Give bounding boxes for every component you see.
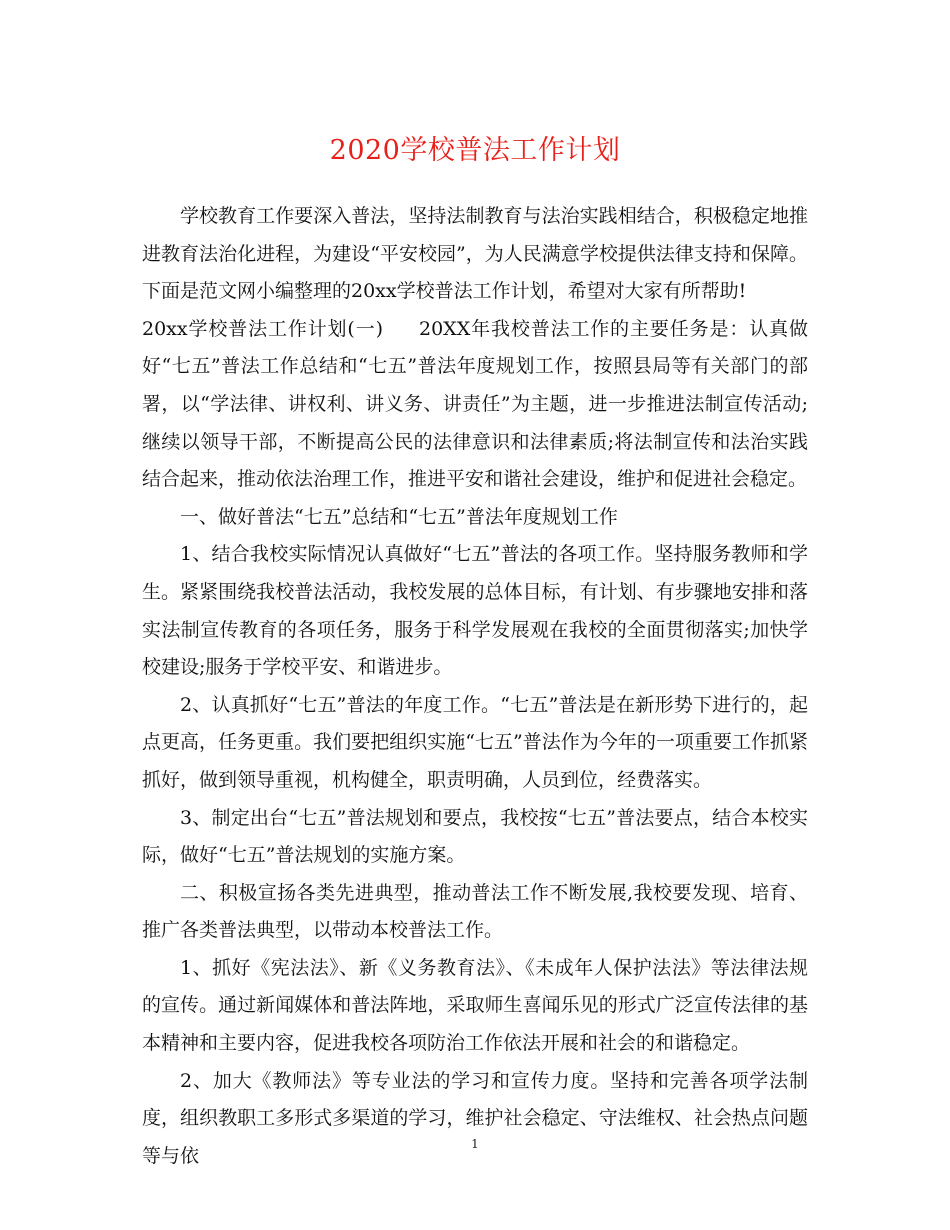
section1-item3: 3、制定出台“七五”普法规划和要点，我校按“七五”普法要点，结合本校实际，做好“七五”普法规划的实施方案。 (142, 806, 808, 867)
document-title: 2020学校普法工作计划 (329, 135, 621, 166)
plan-intro-text: 20XX年我校普法工作的主要任务是：认真做好“七五”普法工作总结和“七五”普法年度规划工作，按照县局等有关部门的部署，以“学法律、讲权利、讲义务、讲责任”为主题，进一步推进法制宣传活动;继续以领导干部，不断提高公民的法律意识和法律素质;将法制宣传和法治实践结合起来，推动依法治理工作，推进平安和谐社会建设，维护和促进社会稳定。 (142, 317, 809, 491)
section1-heading: 一、做好普法“七五”总结和“七五”普法年度规划工作 (180, 505, 618, 528)
document-body (142, 198, 808, 1175)
section1-item1: 1、结合我校实际情况认真做好“七五”普法的各项工作。坚持服务教师和学生。紧紧围绕我校普法活动，我校发展的总体目标，有计划、有步骤地安排和落实法制宣传教育的各项任务，服务于科学发展观在我校的全面贯彻落实;加快学校建设;服务于学校平安、和谐进步。 (142, 543, 808, 679)
section2-item2: 2、加大《教师法》等专业法的学习和宣传力度。坚持和完善各项学法制度，组织教职工多形式多渠道的学习，维护社会稳定、守法维权、社会热点问题等与依 (142, 1069, 808, 1167)
section1-item2: 2、认真抓好“七五”普法的年度工作。“七五”普法是在新形势下进行的，起点更高，任务更重。我们要把组织实施“七五”普法作为今年的一项重要工作抓紧抓好，做到领导重视，机构健全，职责明确，人员到位，经费落实。 (142, 693, 808, 791)
intro-paragraph: 学校教育工作要深入普法，坚持法制教育与法治实践相结合，积极稳定地推进教育法治化进程，为建设“平安校园”，为人民满意学校提供法律支持和保障。下面是范文网小编整理的20xx学校普法工作计划，希望对大家有所帮助! (142, 205, 808, 303)
plan-heading: 20xx学校普法工作计划(一) (142, 317, 383, 340)
plan-paragraph (142, 311, 808, 499)
page-number: 1 (471, 1137, 479, 1151)
section2-item1: 1、抓好《宪法法》、新《义务教育法》、《未成年人保护法法》等法律法规的宣传。通过新闻媒体和普法阵地，采取师生喜闻乐见的形式广泛宣传法律的基本精神和主要内容，促进我校各项防治工作依法开展和社会的和谐稳定。 (142, 956, 808, 1055)
section2-heading: 二、积极宣扬各类先进典型，推动普法工作不断发展,我校要发现、培育、推广各类普法典型，以带动本校普法工作。 (142, 881, 808, 942)
